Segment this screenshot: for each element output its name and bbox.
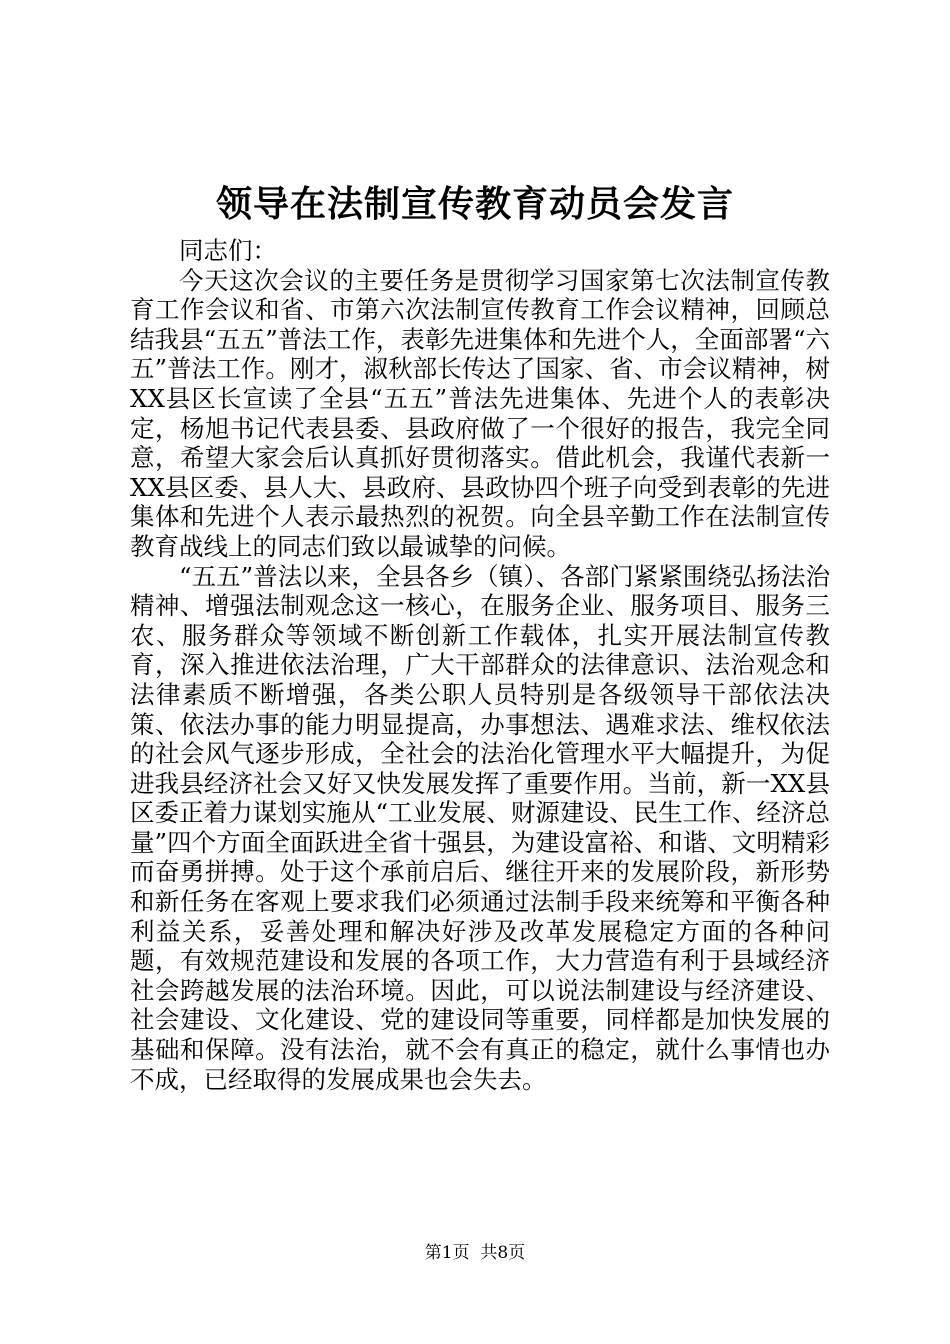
page-number: 第1页 共8页 <box>424 1243 526 1263</box>
paragraph-2: “五五”普法以来，全县各乡（镇）、各部门紧紧围绕弘扬法治精神、增强法制观念这一核心，在服务企业、服务项目、服务三农、服务群众等领域不断创新工作载体，扎实开展法制宣传教育，深入推进依法治理，广大干部群众的法律意识、法治观念和法律素质不断增强，各类公职人员特别是各级领导干部依法决策、依法办事的能力明显提高，办事想法、遇难求法、维权依法的社会风气逐步形成，全社会的法治化管理水平大幅提升，为促进我县经济社会又好又快发展发挥了重要作用。当前，新一XX县区委正着力谋划实施从“工业发展、财源建设、民生工作、经济总量”四个方面全面跃进全省十强县，为建设富裕、和谐、文明精彩而奋勇拼搏。处于这个承前启后、继往开来的发展阶段，新形势和新任务在客观上要求我们必须通过法制手段来统筹和平衡各种利益关系，妥善处理和解决好涉及改革发展稳定方面的各种问题，有效规范建设和发展的各项工作，大力营造有利于县域经济社会跨越发展的法治环境。因此，可以说法制建设与经济建设、社会建设、文化建设、党的建设同等重要，同样都是加快发展的基础和保障。没有法治，就不会有真正的稳定，就什么事情也办不成，已经取得的发展成果也会失去。 <box>130 561 830 1094</box>
paragraph-1: 今天这次会议的主要任务是贯彻学习国家第七次法制宣传教育工作会议和省、市第六次法制宣传教育工作会议精神，回顾总结我县“五五”普法工作，表彰先进集体和先进个人，全面部署“六五”普法工作。刚才，淑秋部长传达了国家、省、市会议精神，树XX县区长宣读了全县“五五”普法先进集体、先进个人的表彰决定，杨旭书记代表县委、县政府做了一个很好的报告，我完全同意，希望大家会后认真抓好贯彻落实。借此机会，我谨代表新一XX县区委、县人大、县政府、县政协四个班子向受到表彰的先进集体和先进个人表示最热烈的祝贺。向全县辛勤工作在法制宣传教育战线上的同志们致以最诚挚的问候。 <box>130 265 830 561</box>
document-title: 领导在法制宣传教育动员会发言 <box>215 183 734 225</box>
salutation: 同志们： <box>179 236 277 265</box>
document-body <box>130 236 830 1094</box>
page-footer <box>0 1242 950 1264</box>
